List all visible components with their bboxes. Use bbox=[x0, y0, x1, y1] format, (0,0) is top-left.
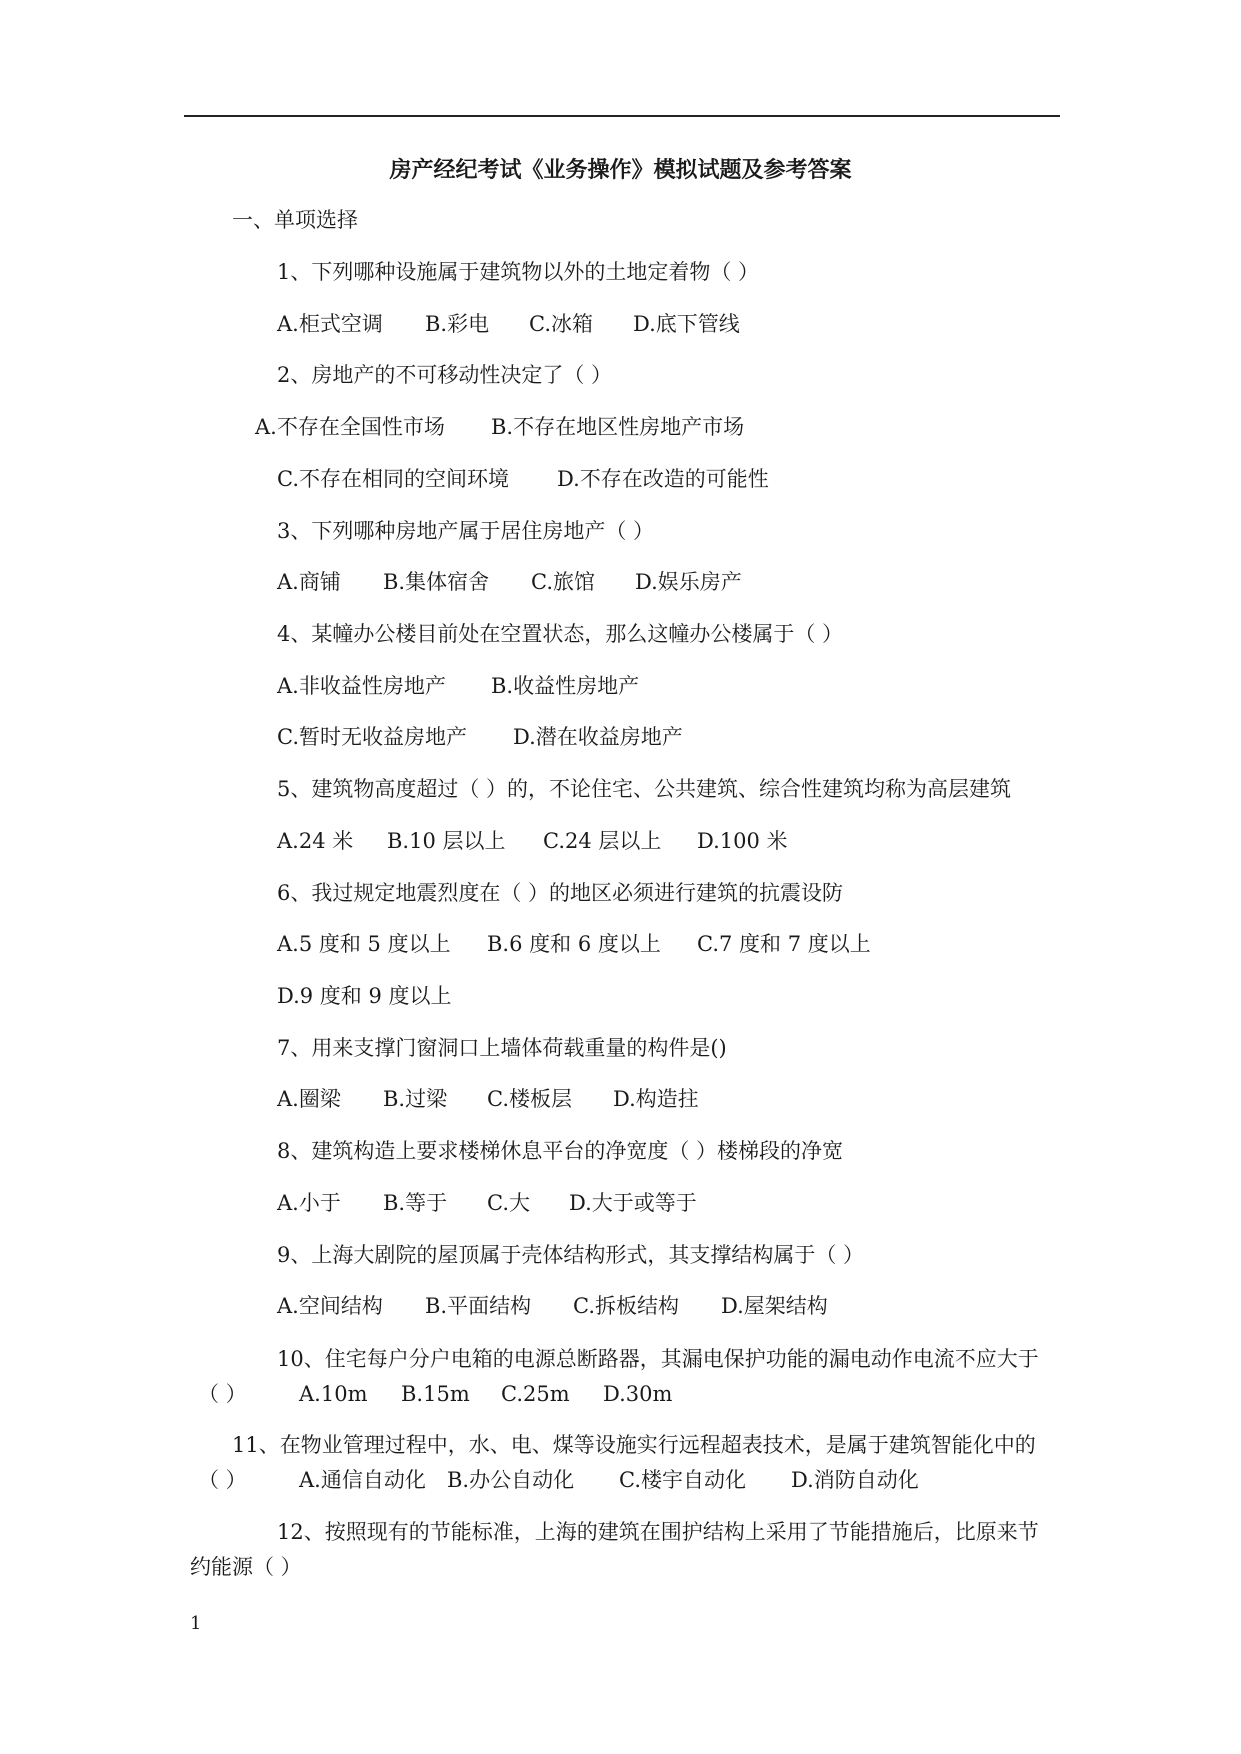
question-1-options bbox=[277, 311, 740, 337]
question-11-options bbox=[299, 1467, 919, 1493]
header-rule bbox=[184, 115, 1060, 117]
option-a: A.24 米 bbox=[277, 829, 354, 853]
option-b: B.集体宿舍 bbox=[383, 570, 490, 594]
question-4-options-row1 bbox=[277, 673, 639, 699]
question-11-paren: （ ） bbox=[198, 1468, 247, 1492]
option-c: C.旅馆 bbox=[531, 570, 595, 594]
question-7-options bbox=[277, 1086, 699, 1112]
option-a: A.10m bbox=[299, 1382, 368, 1406]
option-a: A.商铺 bbox=[277, 570, 341, 594]
question-10-options bbox=[299, 1381, 672, 1407]
question-6: 6、我过规定地震烈度在（ ）的地区必须进行建筑的抗震设防 bbox=[277, 881, 844, 905]
question-4: 4、某幢办公楼目前处在空置状态，那么这幢办公楼属于（ ） bbox=[277, 622, 844, 646]
question-2: 2、房地产的不可移动性决定了（ ） bbox=[277, 363, 613, 387]
question-2-options-row2 bbox=[277, 466, 769, 492]
option-c: C.冰箱 bbox=[529, 312, 593, 336]
option-d: D.9 度和 9 度以上 bbox=[277, 984, 452, 1008]
option-d: D.消防自动化 bbox=[791, 1468, 919, 1492]
option-b: B.彩电 bbox=[425, 312, 490, 336]
option-b: B.10 层以上 bbox=[387, 829, 506, 853]
option-d: D.娱乐房产 bbox=[635, 570, 742, 594]
option-c: C.24 层以上 bbox=[543, 829, 662, 853]
option-c: C.25m bbox=[501, 1382, 570, 1406]
document-title: 房产经纪考试《业务操作》模拟试题及参考答案 bbox=[389, 157, 852, 183]
option-b: B.平面结构 bbox=[425, 1294, 532, 1318]
question-12-continuation: 约能源（ ） bbox=[190, 1555, 302, 1579]
option-c: C.暂时无收益房地产 bbox=[277, 725, 467, 749]
option-a: A.通信自动化 bbox=[299, 1468, 426, 1492]
option-c: C.7 度和 7 度以上 bbox=[697, 932, 871, 956]
option-a: A.圈梁 bbox=[277, 1087, 341, 1111]
question-6-options-row1 bbox=[277, 931, 871, 957]
question-5-options bbox=[277, 828, 788, 854]
question-9: 9、上海大剧院的屋顶属于壳体结构形式，其支撑结构属于（ ） bbox=[277, 1243, 865, 1267]
question-8-options bbox=[277, 1190, 697, 1216]
option-d: D.潜在收益房地产 bbox=[513, 725, 683, 749]
option-a: A.不存在全国性市场 bbox=[255, 415, 445, 439]
option-d: D.不存在改造的可能性 bbox=[557, 467, 769, 491]
option-a: A.柜式空调 bbox=[277, 312, 383, 336]
question-2-options-row1 bbox=[255, 414, 744, 440]
question-8: 8、建筑构造上要求楼梯休息平台的净宽度（ ）楼梯段的净宽 bbox=[277, 1139, 844, 1163]
option-a: A.小于 bbox=[277, 1191, 341, 1215]
option-d: D.构造拄 bbox=[613, 1087, 699, 1111]
option-b: B.6 度和 6 度以上 bbox=[487, 932, 661, 956]
question-10: 10、住宅每户分户电箱的电源总断路器，其漏电保护功能的漏电动作电流不应大于 bbox=[277, 1347, 1039, 1371]
option-a: A.空间结构 bbox=[277, 1294, 383, 1318]
option-c: C.大 bbox=[487, 1191, 530, 1215]
question-4-options-row2 bbox=[277, 724, 683, 750]
question-11: 11、在物业管理过程中，水、电、煤等设施实行远程超表技术，是属于建筑智能化中的 bbox=[232, 1433, 1036, 1457]
option-d: D.30m bbox=[603, 1382, 673, 1406]
option-b: B.不存在地区性房地产市场 bbox=[491, 415, 745, 439]
question-12: 12、按照现有的节能标准，上海的建筑在围护结构上采用了节能措施后，比原来节 bbox=[277, 1520, 1039, 1544]
option-b: B.过梁 bbox=[383, 1087, 448, 1111]
question-1: 1、下列哪种设施属于建筑物以外的土地定着物（ ） bbox=[277, 260, 760, 284]
option-c: C.楼宇自动化 bbox=[619, 1468, 746, 1492]
option-c: C.楼板层 bbox=[487, 1087, 572, 1111]
option-a: A.5 度和 5 度以上 bbox=[277, 932, 451, 956]
question-7: 7、用来支撑门窗洞口上墙体荷载重量的构件是() bbox=[277, 1036, 727, 1060]
section-heading: 一、单项选择 bbox=[232, 208, 358, 232]
question-5: 5、建筑物高度超过（ ）的，不论住宅、公共建筑、综合性建筑均称为高层建筑 bbox=[277, 777, 1012, 801]
page-number: 1 bbox=[190, 1613, 202, 1634]
option-d: D.屋架结构 bbox=[721, 1294, 828, 1318]
question-3: 3、下列哪种房地产属于居住房地产（ ） bbox=[277, 519, 655, 543]
question-3-options bbox=[277, 569, 742, 595]
question-10-paren: （ ） bbox=[198, 1382, 247, 1406]
option-d: D.大于或等于 bbox=[569, 1191, 697, 1215]
option-a: A.非收益性房地产 bbox=[277, 674, 446, 698]
option-b: B.办公自动化 bbox=[447, 1468, 575, 1492]
option-d: D.100 米 bbox=[697, 829, 788, 853]
question-9-options bbox=[277, 1293, 828, 1319]
option-c: C.拆板结构 bbox=[573, 1294, 679, 1318]
option-d: D.底下管线 bbox=[633, 312, 740, 336]
option-b: B.等于 bbox=[383, 1191, 448, 1215]
option-c: C.不存在相同的空间环境 bbox=[277, 467, 509, 491]
option-b: B.15m bbox=[401, 1382, 470, 1406]
option-b: B.收益性房地产 bbox=[491, 674, 640, 698]
question-6-options-row2 bbox=[277, 983, 452, 1009]
